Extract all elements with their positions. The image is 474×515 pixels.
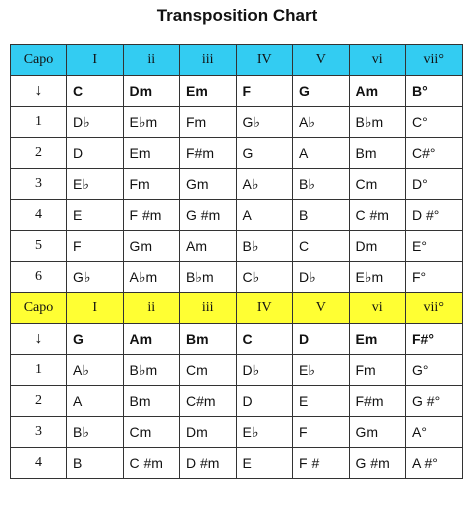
table-row bbox=[11, 262, 463, 293]
chord-cell-vii: E° bbox=[406, 231, 463, 262]
capo-cell: ↓ bbox=[11, 76, 67, 107]
table-row bbox=[11, 169, 463, 200]
chord-cell-iii: Cm bbox=[180, 355, 237, 386]
chord-cell-iii: C#m bbox=[180, 386, 237, 417]
chord-cell-V: V bbox=[293, 293, 350, 324]
chord-cell-IV: F bbox=[236, 76, 293, 107]
capo-cell: 1 bbox=[11, 355, 67, 386]
chord-cell-ii: ii bbox=[123, 293, 180, 324]
chord-cell-vii: A #° bbox=[406, 448, 463, 479]
chord-cell-V: C bbox=[293, 231, 350, 262]
chord-cell-I: C bbox=[67, 76, 124, 107]
chord-cell-V: G bbox=[293, 76, 350, 107]
chord-cell-iii: Am bbox=[180, 231, 237, 262]
chord-cell-ii: E♭m bbox=[123, 107, 180, 138]
chord-cell-IV: A bbox=[236, 200, 293, 231]
chord-cell-V: D♭ bbox=[293, 262, 350, 293]
chord-cell-V: F # bbox=[293, 448, 350, 479]
chord-cell-V: E♭ bbox=[293, 355, 350, 386]
chord-cell-iii: G #m bbox=[180, 200, 237, 231]
chord-cell-ii: Dm bbox=[123, 76, 180, 107]
chord-cell-iii: Bm bbox=[180, 324, 237, 355]
table-row bbox=[11, 448, 463, 479]
table-row bbox=[11, 386, 463, 417]
chord-cell-iii: Gm bbox=[180, 169, 237, 200]
chord-cell-V: F bbox=[293, 417, 350, 448]
chord-cell-ii: Bm bbox=[123, 386, 180, 417]
chord-cell-vi: Fm bbox=[349, 355, 406, 386]
chord-cell-I: D bbox=[67, 138, 124, 169]
chord-cell-ii: Cm bbox=[123, 417, 180, 448]
chord-cell-vi: B♭m bbox=[349, 107, 406, 138]
chord-cell-I: E bbox=[67, 200, 124, 231]
chord-cell-iii: D #m bbox=[180, 448, 237, 479]
chord-cell-IV: C♭ bbox=[236, 262, 293, 293]
header-row bbox=[11, 293, 463, 324]
chord-cell-I: G bbox=[67, 324, 124, 355]
capo-cell: 4 bbox=[11, 200, 67, 231]
capo-cell: ↓ bbox=[11, 324, 67, 355]
chord-cell-vi: vi bbox=[349, 293, 406, 324]
table-row bbox=[11, 231, 463, 262]
chord-cell-IV: E bbox=[236, 448, 293, 479]
chord-cell-I: B♭ bbox=[67, 417, 124, 448]
chord-cell-iii: iii bbox=[180, 45, 237, 76]
capo-cell: Capo bbox=[11, 293, 67, 324]
capo-cell: 2 bbox=[11, 386, 67, 417]
chord-cell-iii: Dm bbox=[180, 417, 237, 448]
chart-title: Transposition Chart bbox=[156, 6, 318, 25]
chord-cell-vii: A° bbox=[406, 417, 463, 448]
chord-cell-IV: G♭ bbox=[236, 107, 293, 138]
chord-cell-IV: E♭ bbox=[236, 417, 293, 448]
table-row bbox=[11, 107, 463, 138]
chord-cell-vii: vii° bbox=[406, 293, 463, 324]
chord-cell-IV: C bbox=[236, 324, 293, 355]
chord-cell-ii: ii bbox=[123, 45, 180, 76]
chord-cell-vii: C#° bbox=[406, 138, 463, 169]
chord-cell-I: D♭ bbox=[67, 107, 124, 138]
chord-cell-vi: vi bbox=[349, 45, 406, 76]
chord-cell-vii: C° bbox=[406, 107, 463, 138]
chord-cell-vii: vii° bbox=[406, 45, 463, 76]
capo-cell: 3 bbox=[11, 169, 67, 200]
capo-cell: 3 bbox=[11, 417, 67, 448]
key-row bbox=[11, 76, 463, 107]
chord-cell-vi: Em bbox=[349, 324, 406, 355]
chord-cell-IV: G bbox=[236, 138, 293, 169]
chord-cell-IV: D bbox=[236, 386, 293, 417]
capo-cell: 2 bbox=[11, 138, 67, 169]
chord-cell-vi: Am bbox=[349, 76, 406, 107]
chord-cell-ii: C #m bbox=[123, 448, 180, 479]
chord-cell-iii: iii bbox=[180, 293, 237, 324]
chord-cell-IV: IV bbox=[236, 45, 293, 76]
chord-cell-iii: B♭m bbox=[180, 262, 237, 293]
header-row bbox=[11, 45, 463, 76]
chord-cell-IV: B♭ bbox=[236, 231, 293, 262]
chord-cell-vi: Dm bbox=[349, 231, 406, 262]
capo-cell: 6 bbox=[11, 262, 67, 293]
chord-cell-vi: Gm bbox=[349, 417, 406, 448]
chord-cell-vi: F#m bbox=[349, 386, 406, 417]
chord-cell-ii: Am bbox=[123, 324, 180, 355]
chord-cell-ii: A♭m bbox=[123, 262, 180, 293]
chord-cell-ii: Fm bbox=[123, 169, 180, 200]
chord-cell-iii: Fm bbox=[180, 107, 237, 138]
chord-cell-vii: F° bbox=[406, 262, 463, 293]
chord-cell-I: I bbox=[67, 45, 124, 76]
chord-cell-V: V bbox=[293, 45, 350, 76]
chord-cell-I: B bbox=[67, 448, 124, 479]
chord-cell-I: A bbox=[67, 386, 124, 417]
chord-cell-vii: G° bbox=[406, 355, 463, 386]
chord-cell-ii: Em bbox=[123, 138, 180, 169]
chord-cell-IV: IV bbox=[236, 293, 293, 324]
table-row bbox=[11, 417, 463, 448]
transposition-table bbox=[10, 44, 463, 479]
capo-cell: Capo bbox=[11, 45, 67, 76]
capo-cell: 1 bbox=[11, 107, 67, 138]
table-row bbox=[11, 355, 463, 386]
chord-cell-V: B bbox=[293, 200, 350, 231]
chord-cell-I: I bbox=[67, 293, 124, 324]
capo-cell: 5 bbox=[11, 231, 67, 262]
chord-cell-vi: E♭m bbox=[349, 262, 406, 293]
chord-cell-ii: F #m bbox=[123, 200, 180, 231]
chord-cell-V: D bbox=[293, 324, 350, 355]
chord-cell-vi: C #m bbox=[349, 200, 406, 231]
table-row bbox=[11, 200, 463, 231]
chord-cell-vi: Bm bbox=[349, 138, 406, 169]
capo-cell: 4 bbox=[11, 448, 67, 479]
chord-cell-vii: G #° bbox=[406, 386, 463, 417]
chord-cell-vii: B° bbox=[406, 76, 463, 107]
chord-cell-ii: Gm bbox=[123, 231, 180, 262]
chord-cell-iii: F#m bbox=[180, 138, 237, 169]
table-row bbox=[11, 138, 463, 169]
chord-cell-vii: D° bbox=[406, 169, 463, 200]
chord-cell-V: B♭ bbox=[293, 169, 350, 200]
chord-cell-vi: Cm bbox=[349, 169, 406, 200]
key-row bbox=[11, 324, 463, 355]
chord-cell-IV: D♭ bbox=[236, 355, 293, 386]
chord-cell-I: A♭ bbox=[67, 355, 124, 386]
chord-cell-V: E bbox=[293, 386, 350, 417]
chord-cell-ii: B♭m bbox=[123, 355, 180, 386]
chord-cell-V: A bbox=[293, 138, 350, 169]
chord-cell-I: E♭ bbox=[67, 169, 124, 200]
chord-cell-IV: A♭ bbox=[236, 169, 293, 200]
chord-cell-I: F bbox=[67, 231, 124, 262]
chord-cell-vii: D #° bbox=[406, 200, 463, 231]
chord-cell-vi: G #m bbox=[349, 448, 406, 479]
chord-cell-vii: F#° bbox=[406, 324, 463, 355]
chord-cell-V: A♭ bbox=[293, 107, 350, 138]
chord-cell-iii: Em bbox=[180, 76, 237, 107]
transposition-table-body bbox=[11, 45, 463, 479]
chord-cell-I: G♭ bbox=[67, 262, 124, 293]
